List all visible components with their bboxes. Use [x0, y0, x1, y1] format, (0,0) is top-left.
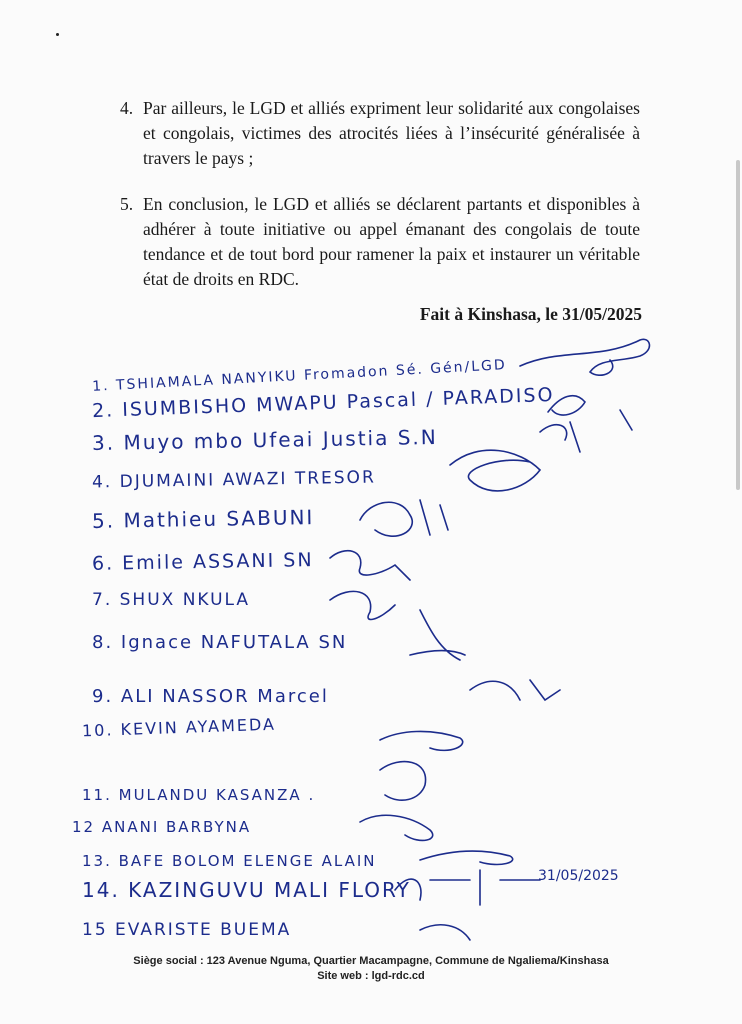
- point-5-number: 5.: [120, 194, 134, 214]
- signatory-7: 7. SHUX NKULA: [92, 590, 251, 610]
- footer-address: Siège social : 123 Avenue Nguma, Quartier Macampagne, Commune de Ngaliema/Kinshasa: [133, 955, 609, 967]
- signature-11: [380, 762, 426, 801]
- signature-4: [450, 450, 540, 491]
- point-5-text: En conclusion, le LGD et alliés se déclarent partants et disponibles à adhérer à toute initiative ou appel émanant des congolais de toute tendance et de tout bord pour ramener la paix et instaurer un véritable état de droits en RDC.: [143, 194, 640, 289]
- signature-9: [470, 680, 560, 700]
- signature-13: [420, 851, 513, 864]
- signature-10: [380, 731, 463, 750]
- signature-14: [395, 870, 540, 905]
- signature-6: [330, 551, 410, 580]
- signatory-8: 8. Ignace NAFUTALA SN: [92, 632, 348, 653]
- signatory-1: 1. TSHIAMALA NANYIKU Fromadon Sé. Gén/LGD: [91, 357, 508, 395]
- signatory-5: 5. Mathieu SABUNI: [91, 505, 315, 533]
- signature-5: [360, 500, 448, 536]
- scrollbar-thumb[interactable]: [736, 160, 740, 490]
- signature-15: [420, 925, 470, 940]
- signatory-9: 9. ALI NASSOR Marcel: [92, 686, 329, 707]
- signature-12: [360, 815, 433, 840]
- signatory-11: 11. MULANDU KASANZA .: [82, 786, 316, 804]
- footer-website: Site web : lgd-rdc.cd: [317, 970, 425, 982]
- signatory-6: 6. Emile ASSANI SN: [91, 549, 314, 575]
- signature-place-date: Fait à Kinshasa, le 31/05/2025: [419, 304, 642, 324]
- signatory-2: 2. ISUMBISHO MWAPU Pascal / PARADISO: [91, 383, 555, 423]
- point-5: [120, 192, 640, 292]
- signature-1: [520, 339, 649, 375]
- signatory-3: 3. Muyo mbo Ufeai Justia S.N: [91, 424, 438, 456]
- signatory-4: 4. DJUMAINI AWAZI TRESOR: [91, 467, 376, 493]
- signature-3: [540, 410, 632, 452]
- signatory-15: 15 EVARISTE BUEMA: [82, 920, 292, 940]
- handwritten-signature-date: 31/05/2025: [538, 868, 619, 884]
- point-4: [120, 96, 640, 171]
- signatory-13: 13. BAFE BOLOM ELENGE ALAIN: [82, 852, 377, 870]
- scan-speck: [56, 33, 59, 36]
- point-4-text: Par ailleurs, le LGD et alliés expriment leur solidarité aux congolaises et congolais, victimes des atrocités liées à l’insécurité généralisée à travers le pays ;: [143, 98, 640, 168]
- signatory-10: 10. KEVIN AYAMEDA: [81, 714, 277, 741]
- signatory-12: 12 ANANI BARBYNA: [72, 818, 252, 836]
- signature-8: [410, 610, 465, 660]
- point-4-number: 4.: [120, 98, 134, 118]
- signature-7: [330, 591, 395, 619]
- signatory-14: 14. KAZINGUVU MALI FLORY: [82, 878, 411, 902]
